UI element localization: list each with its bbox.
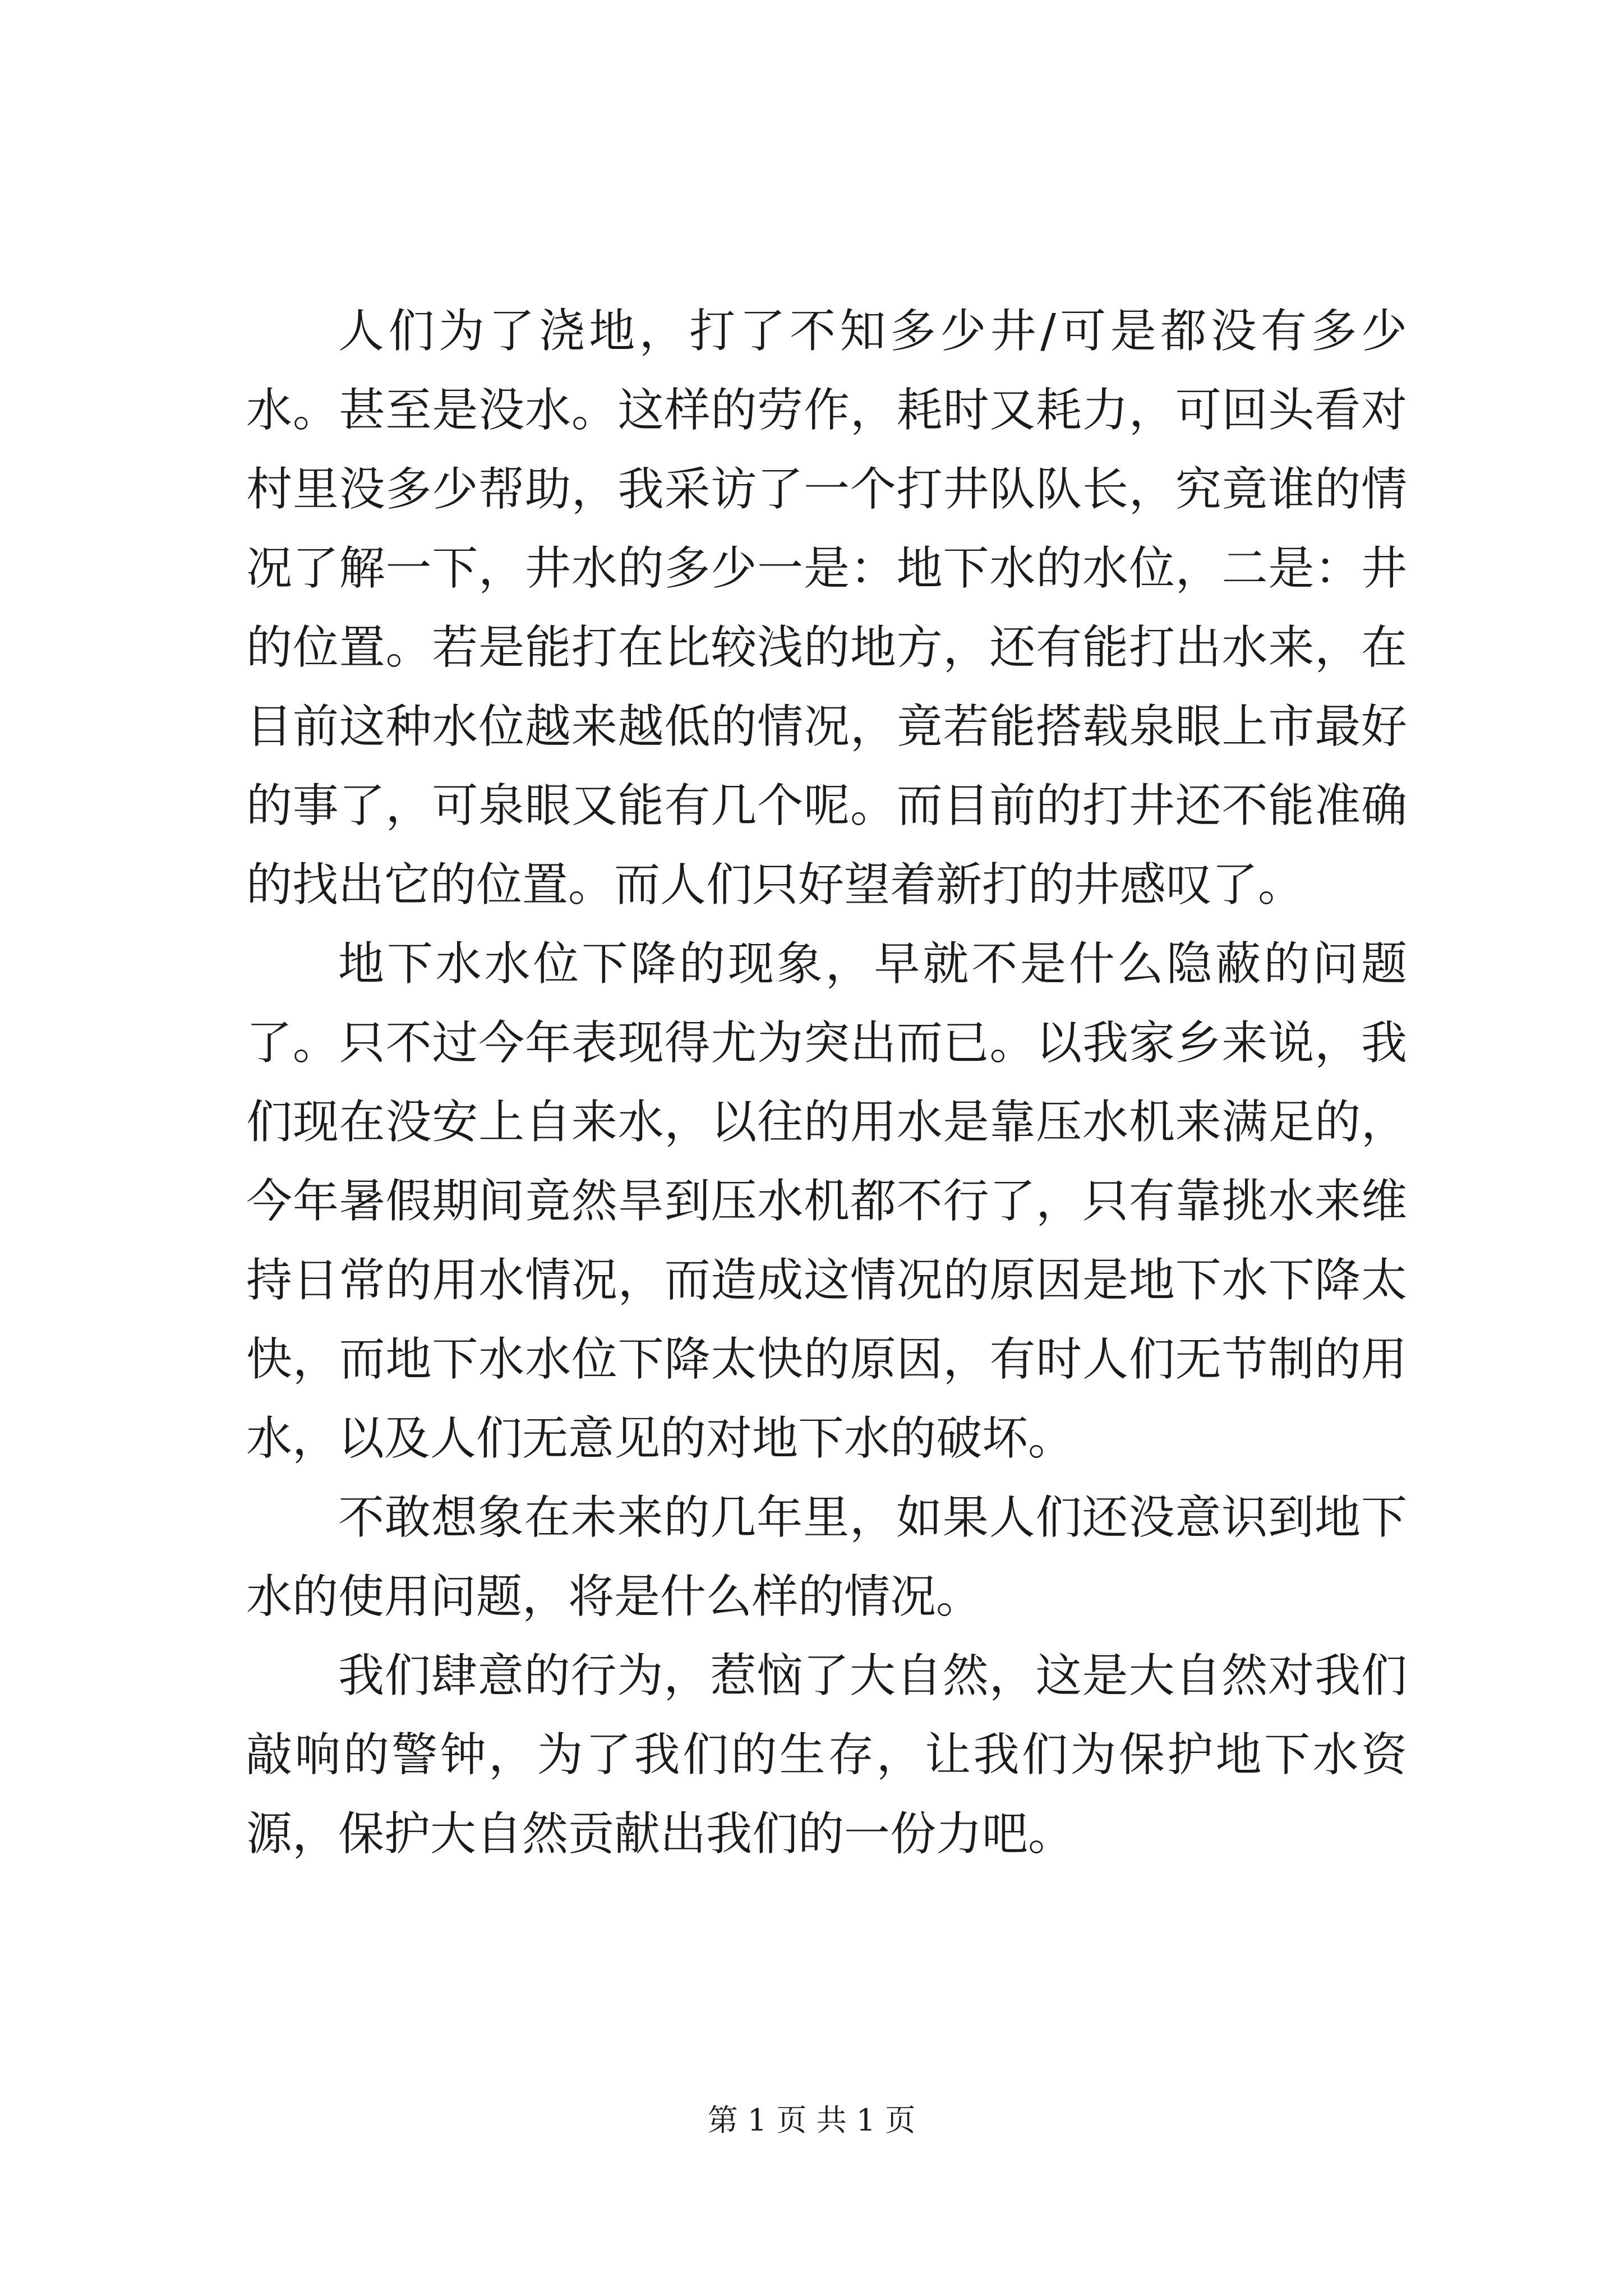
paragraph: 我们肆意的行为，惹恼了大自然，这是大自然对我们敲响的警钟，为了我们的生存，让我们为保护地下水资源，保护大自然贡献出我们的一份力吧。 [246, 1649, 1407, 1861]
page-footer: 第 1 页 共 1 页 [707, 2102, 916, 2138]
paragraph: 不敢想象在未来的几年里，如果人们还没意识到地下水的使用问题，将是什么样的情况。 [246, 1491, 1407, 1623]
document-body [246, 292, 1407, 1874]
paragraph: 人们为了浇地，打了不知多少井/可是都没有多少水。甚至是没水。这样的劳作，耗时又耗力，可回头看对村里没多少帮助，我采访了一个打井队队长，究竟谁的情况了解一下，井水的多少一是：地下水的水位，二是：井的位置。若是能打在比较浅的地方，还有能打出水来，在目前这种水位越来越低的情况，竟若能搭载泉眼上市最好的事了，可泉眼又能有几个呢。而目前的打井还不能准确的找出它的位置。而人们只好望着新打的井感叹了。 [246, 305, 1407, 912]
paragraph: 地下水水位下降的现象，早就不是什么隐蔽的问题了。只不过今年表现得尤为突出而已。以我家乡来说，我们现在没安上自来水，以往的用水是靠压水机来满足的，今年暑假期间竟然旱到压水机都不行了，只有靠挑水来维持日常的用水情况，而造成这情况的原因是地下水下降太快，而地下水水位下降太快的原因，有时人们无节制的用水，以及人们无意见的对地下水的破坏。 [246, 937, 1407, 1465]
